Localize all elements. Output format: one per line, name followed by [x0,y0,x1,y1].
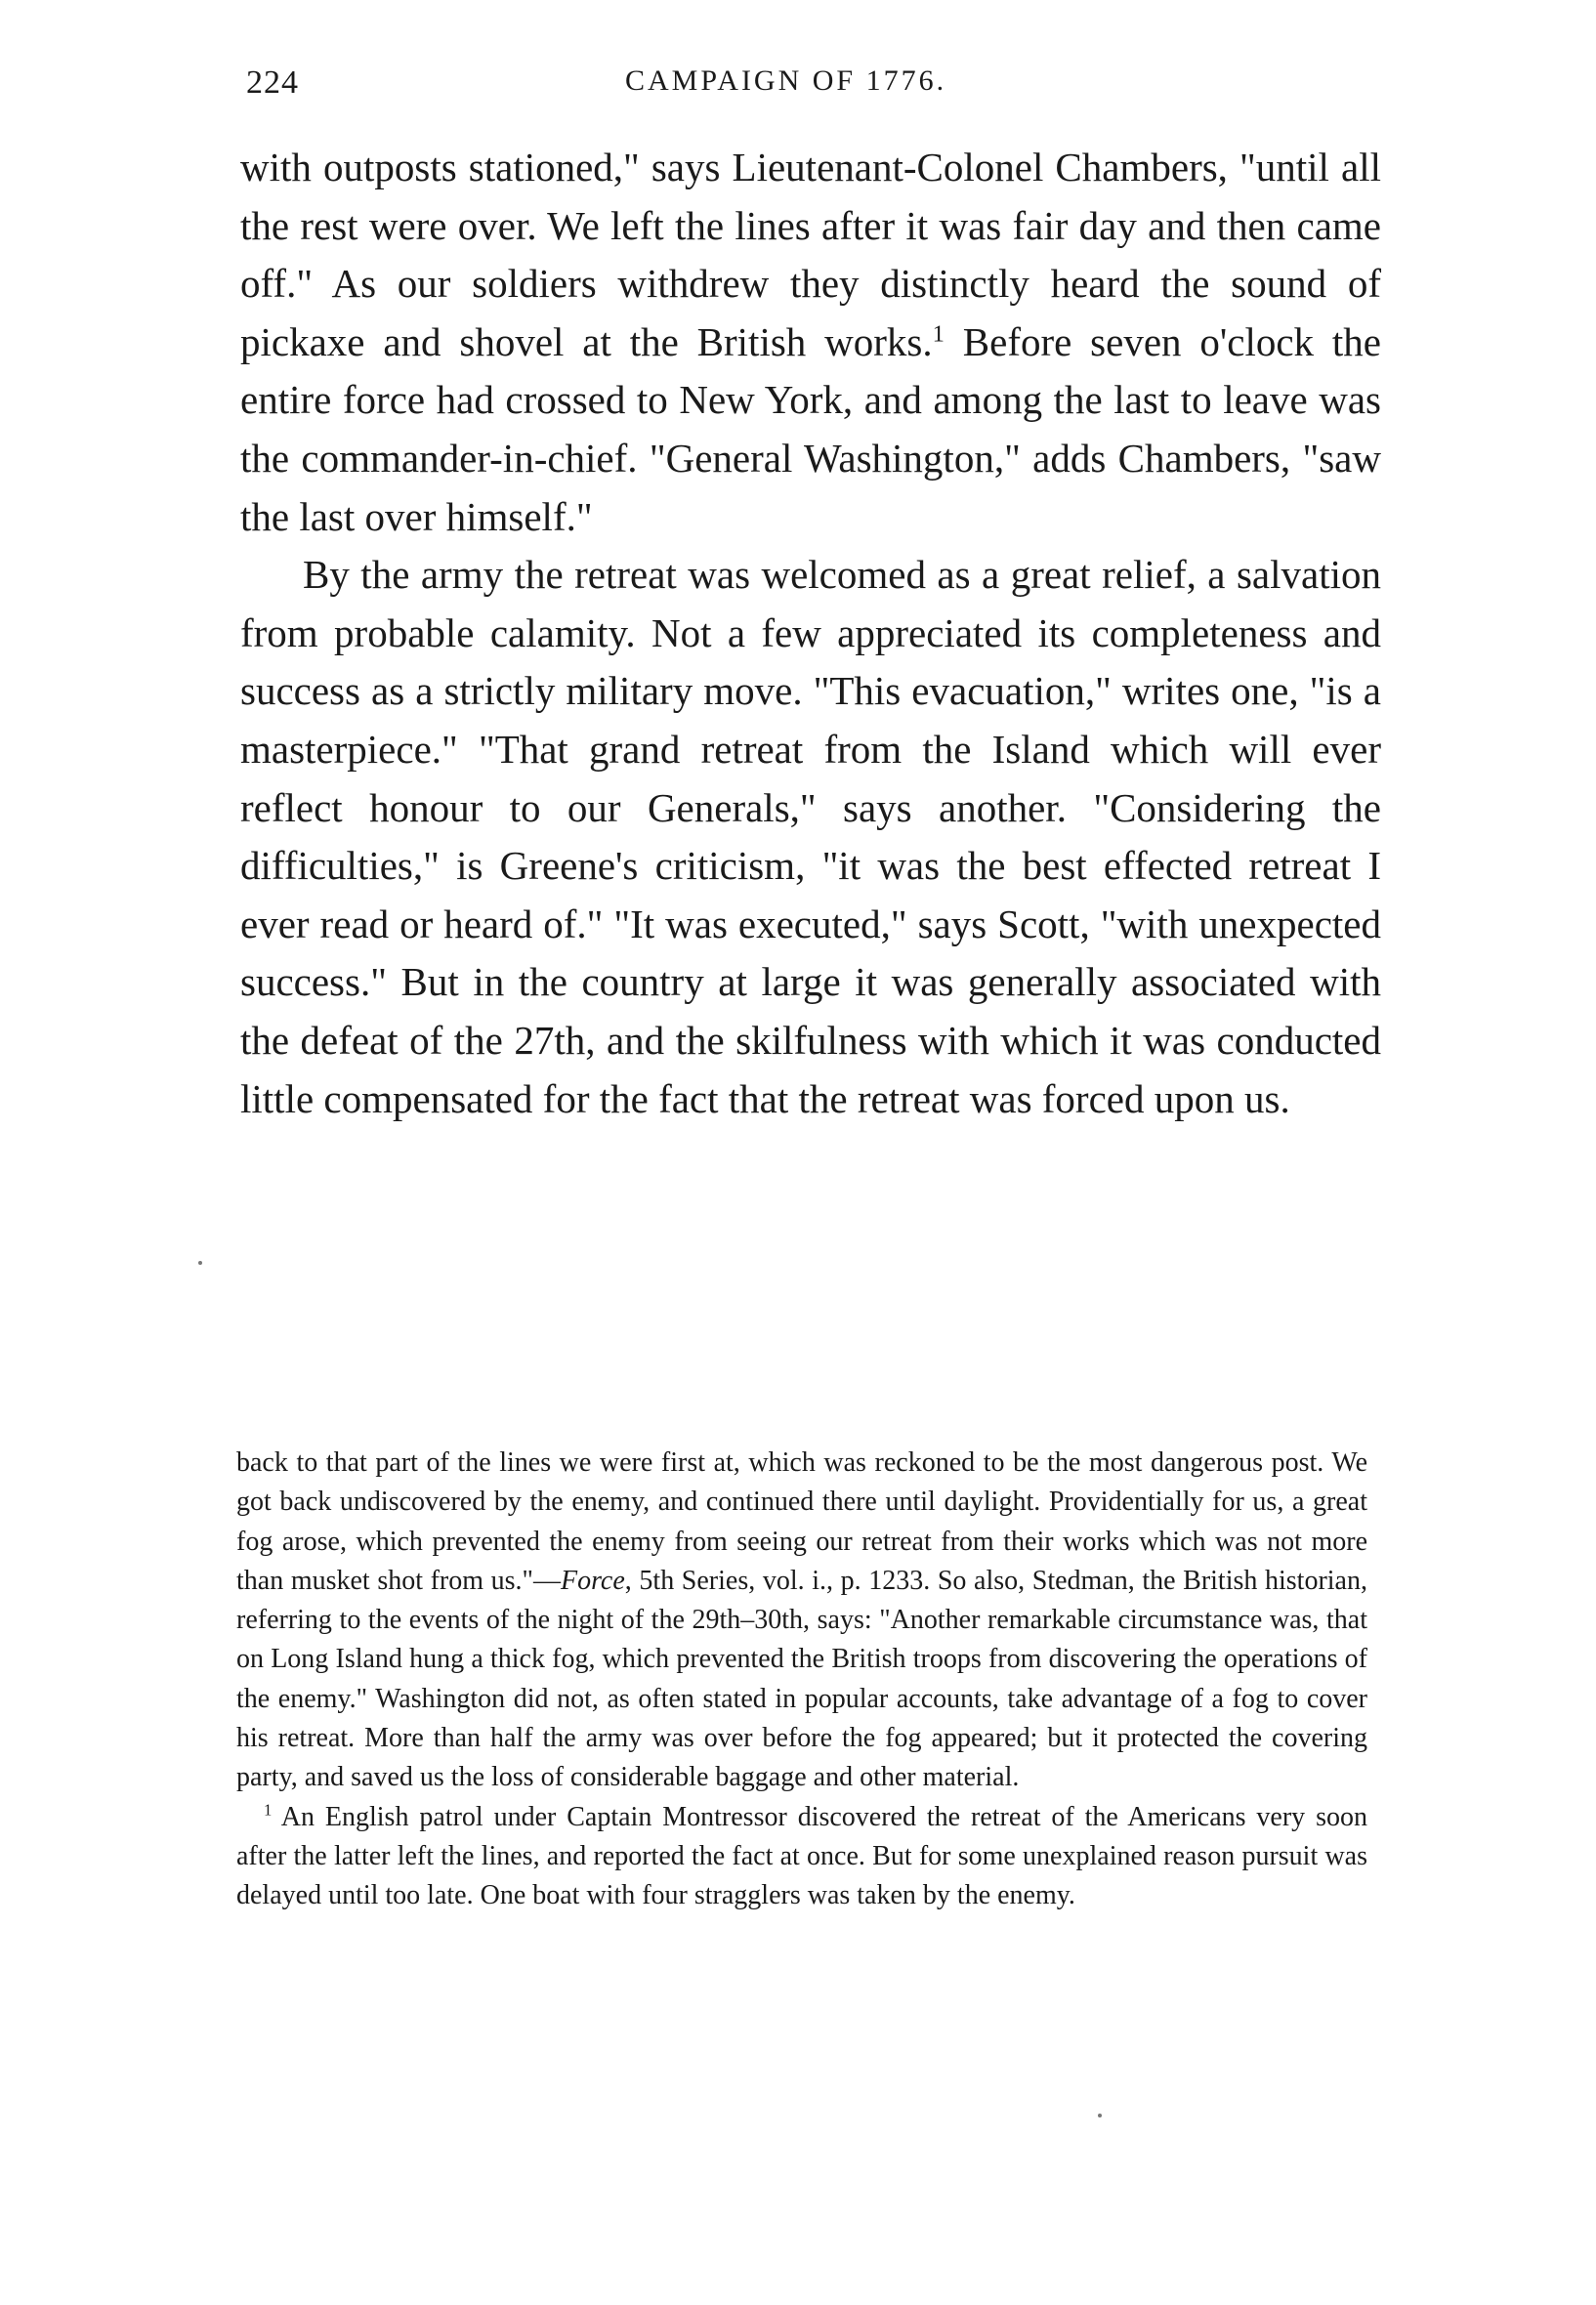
footnote-ref-1: 1 [932,320,945,348]
paragraph-2: By the army the retreat was welcomed as a great relief, a salvation from probable calamity. Not a few appreciated its completeness and success as a strictly military move. "This evacuation," writes one, "is a masterpiece." "That grand retreat from the Island which will ever reflect honour to our Generals," says another. "Considering the difficulties," is Greene's criticism, "it was the best effected retreat I ever read or heard of." "It was executed," says Scott, "with unexpected success." But in the country at large it was generally associated with the defeat of the 27th, and the skilfulness with which it was conducted little compensated for the fact that the retreat was forced upon us. [240,552,1381,1121]
footnote-continued-text-a: back to that part of the lines we were first at, which was reckoned to be the most dangerous post. We got back undiscovered by the enemy, and continued there until daylight. Providentially for us, a great fog arose, which prevented the enemy from seeing our retreat from their works which was not more than musket shot from us."— [236,1447,1367,1596]
footnotes [236,1444,1367,1916]
footnote-1-marker: 1 [264,1800,273,1820]
paragraph-1 [240,139,1381,546]
footnote-continued-text-b: , 5th Series, vol. i., p. 1233. So also, Stedman, the British historian, referring to the events of the night of the 29th–30th, says: "Another remarkable circumstance was, that on Long Island hung a thick fog, which prevented the British troops from discovering the operations of the enemy." Washington did not, as often stated in popular accounts, take advantage of a fog to cover his retreat. More than half the army was over before the fog appeared; but it protected the covering party, and saved us the loss of considerable baggage and other material. [236,1565,1367,1793]
margin-speck [198,1261,202,1265]
body-text [240,139,1381,1128]
footnote-1 [236,1798,1367,1916]
page-speck [1098,2114,1102,2117]
footnote-continued [236,1444,1367,1798]
page-number: 224 [246,64,299,101]
footnote-1-text: An English patrol under Captain Montressor discovered the retreat of the Americans very soon after the latter left the lines, and reported the fact at once. But for some unexplained reason pursuit was delayed until too late. One boat with four stragglers was taken by the enemy. [236,1801,1367,1911]
paragraph-1-text: with outposts stationed," says Lieutenant-Colonel Chambers, "until all the rest were over. We left the lines after it was fair day and then came off." As our soldiers withdrew they distinctly heard the sound of pickaxe and shovel at the British works. [240,145,1381,364]
footnote-source-title: Force [560,1565,625,1596]
paragraph-1-continued: Before seven o'clock the entire force had crossed to New York, and among the last to leave was the commander-in-chief. "General Washington," adds Chambers, "saw the last over himself." [240,318,1381,539]
running-head: CAMPAIGN OF 1776. [625,64,947,97]
